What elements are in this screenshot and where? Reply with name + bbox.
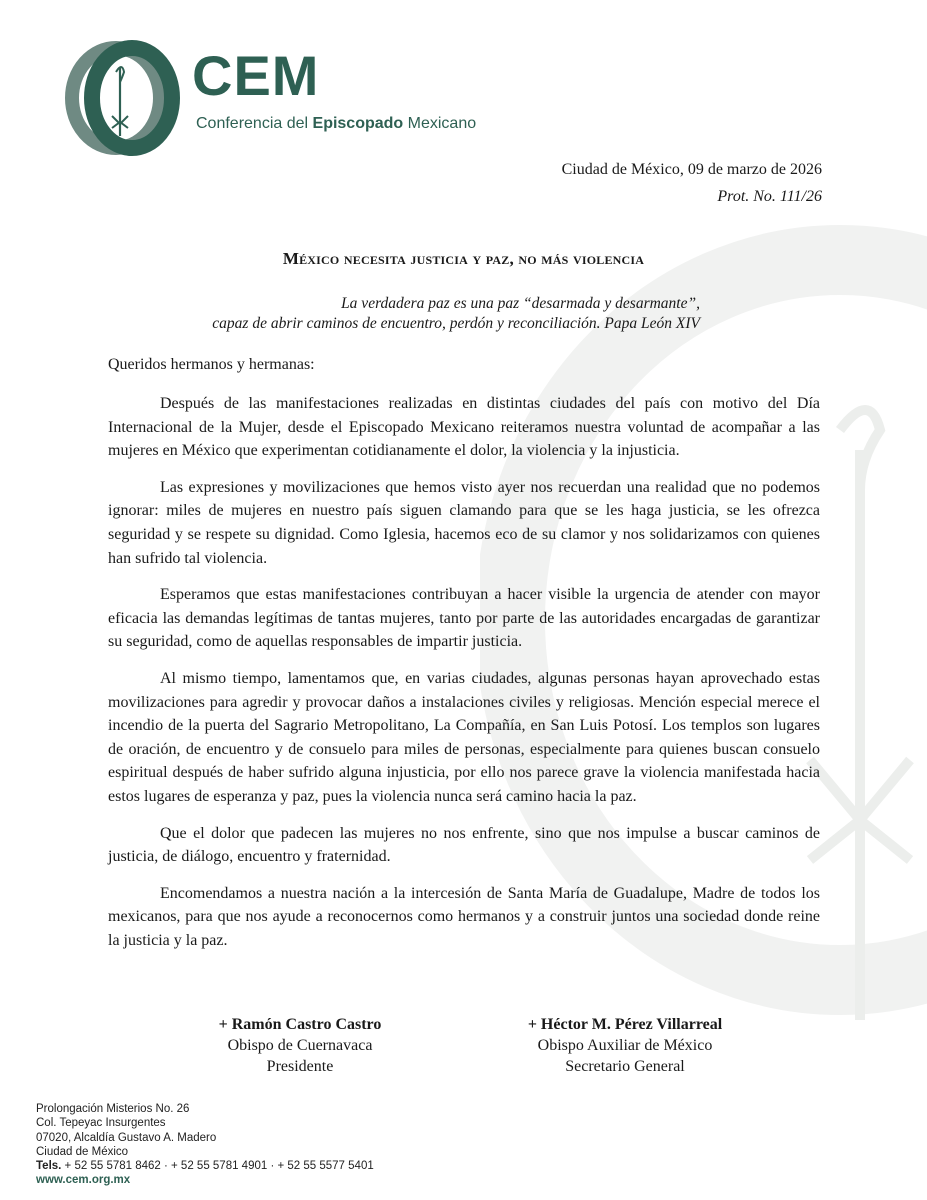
place-date: Ciudad de México, 09 de marzo de 2026 xyxy=(561,161,822,178)
paragraph: Que el dolor que padecen las mujeres no nos enfrente, sino que nos impulse a buscar caminos de justicia, de diálogo, encuentro y fraternidad. xyxy=(108,824,820,866)
signatory-position: Presidente xyxy=(266,1058,334,1075)
letter-body xyxy=(108,392,820,965)
footer-contact xyxy=(36,1102,374,1188)
signatory-role: Obispo Auxiliar de México xyxy=(537,1037,713,1054)
paragraph: Al mismo tiempo, lamentamos que, en varias ciudades, algunas personas hayan aprovechado estas movilizaciones para agredir y provocar daños a instalaciones civiles y religiosas. Mención especial merece el incendio de la puerta del Sagrario Metropolitano, La Compañía, en San Luis Potosí. Los templos son lugares de oración, de encuentro y de consuelo para miles de personas, especialmente para quienes buscan consuelo espiritual después de haber sufrido alguna injusticia, por ello nos parece grave la violencia manifestada hacia estos lugares de esperanza y paz, pues la violencia nunca será camino hacia la paz. xyxy=(108,669,820,805)
signatory-name: + Ramón Castro Castro xyxy=(218,1016,382,1033)
greeting: Queridos hermanos y hermanas: xyxy=(108,356,315,373)
epigraph-line-1: La verdadera paz es una paz “desarmada y desarmante”, xyxy=(341,295,700,312)
logo-subtitle: Conferencia del Episcopado Mexicano xyxy=(196,115,477,132)
protocol-number: Prot. No. 111/26 xyxy=(717,188,822,205)
footer-address-line: Col. Tepeyac Insurgentes xyxy=(36,1117,166,1130)
document-title: México necesita justicia y paz, no más violencia xyxy=(282,249,645,268)
footer-address-line: Ciudad de México xyxy=(36,1145,129,1158)
signatory-name: + Héctor M. Pérez Villarreal xyxy=(527,1016,723,1033)
signatory-role: Obispo de Cuernavaca xyxy=(227,1037,373,1054)
dateline xyxy=(562,156,822,210)
paragraph: Encomendamos a nuestra nación a la intercesión de Santa María de Guadalupe, Madre de todos los mexicanos, para que nos ayude a reconocernos como hermanos y a construir juntos una sociedad donde reine la justicia y la paz. xyxy=(108,884,820,949)
signature-president xyxy=(180,1014,420,1077)
epigraph xyxy=(200,294,700,334)
epigraph-line-2: capaz de abrir caminos de encuentro, perdón y reconciliación. Papa León XIV xyxy=(212,315,700,332)
paragraph: Las expresiones y movilizaciones que hemos visto ayer nos recuerdan una realidad que no podemos ignorar: miles de mujeres en nuestro país siguen clamando para que se les haga justicia, se les ofrezca seguridad y se respete su dignidad. Como Iglesia, hacemos eco de su clamor y nos solidarizamos con quienes han sufrido tal violencia. xyxy=(108,478,820,567)
signature-secretary xyxy=(495,1014,755,1077)
paragraph: Esperamos que estas manifestaciones contribuyan a hacer visible la urgencia de atender con mayor eficacia las demandas legítimas de tantas mujeres, tanto por parte de las autoridades encargadas de garantizar su seguridad, como de aquellas responsables de impartir justicia. xyxy=(108,586,820,651)
logo-acronym: CEM xyxy=(192,44,320,107)
footer-address-line: Prolongación Misterios No. 26 xyxy=(36,1103,190,1115)
footer-address-line: 07020, Alcaldía Gustavo A. Madero xyxy=(36,1131,217,1144)
signatory-position: Secretario General xyxy=(565,1058,685,1075)
paragraph: Después de las manifestaciones realizadas en distintas ciudades del país con motivo del Día Internacional de la Mujer, desde el Episcopado Mexicano reiteramos nuestra voluntad de acompañar a las mujeres en México que experimentan cotidianamente el dolor, la violencia y la injusticia. xyxy=(108,395,820,460)
footer-phones: Tels. + 52 55 5781 8462 · + 52 55 5781 4901 · + 52 55 5577 5401 xyxy=(36,1160,374,1173)
footer-website-link[interactable]: www.cem.org.mx xyxy=(36,1174,131,1187)
